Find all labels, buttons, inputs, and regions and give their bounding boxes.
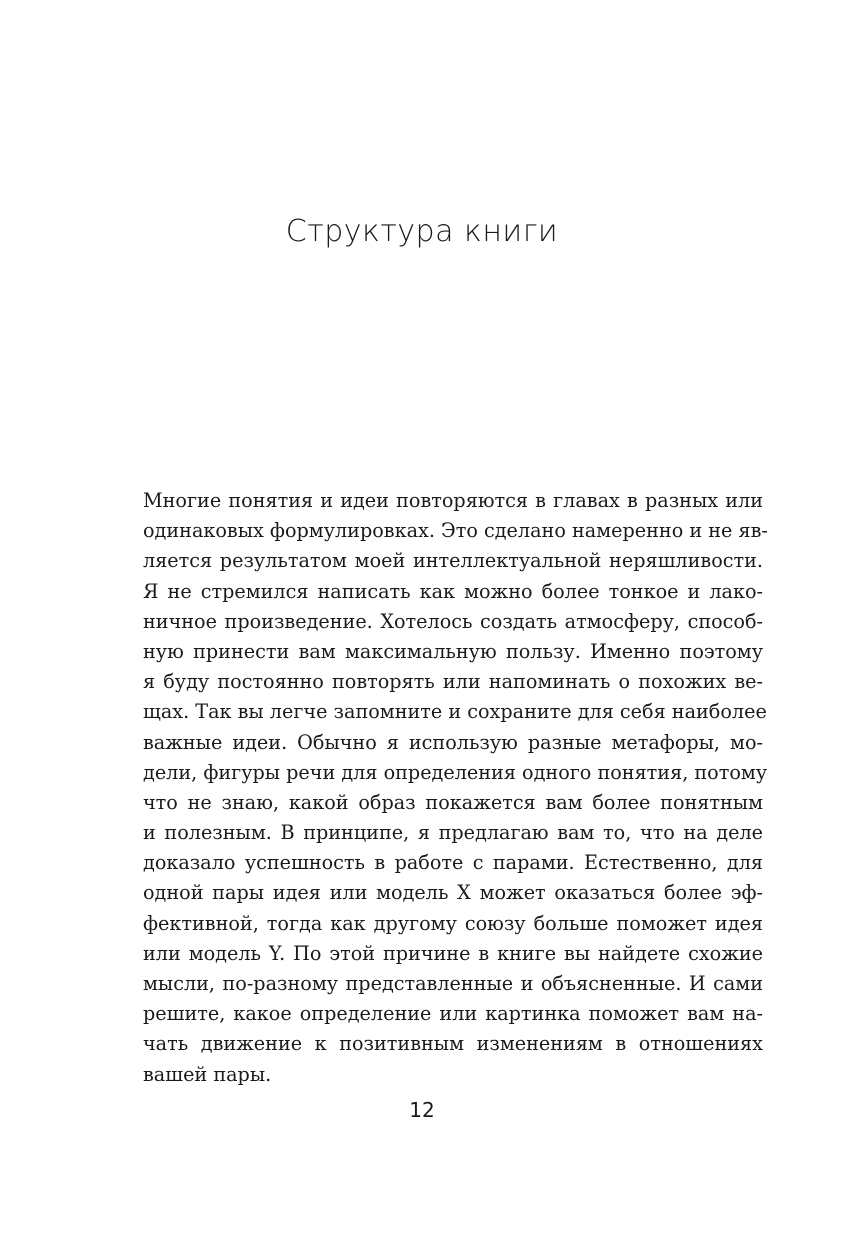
paragraph-line: мысли, по-разному представленные и объясненные. И сами bbox=[143, 972, 763, 995]
paragraph-line: дели, фигуры речи для определения одного понятия, потому bbox=[143, 760, 768, 784]
paragraph-line: фективной, тогда как другому союзу больше поможет идея bbox=[143, 911, 763, 935]
paragraph-line: я буду постоянно повторять или напоминать о похожих ве- bbox=[143, 670, 763, 694]
paragraph-line: ную принести вам максимальную пользу. Именно поэтому bbox=[143, 639, 763, 663]
body-paragraph bbox=[143, 486, 768, 1090]
paragraph-line: важные идеи. Обычно я использую разные метафоры, мо- bbox=[143, 730, 763, 754]
paragraph-line: и полезным. В принципе, я предлагаю вам то, что на деле bbox=[143, 821, 763, 845]
paragraph-line: щах. Так вы легче запомните и сохраните для себя наиболее bbox=[143, 700, 767, 724]
paragraph-line: ляется результатом моей интеллектуальной неряшливости. bbox=[143, 549, 763, 573]
page-number: 12 bbox=[409, 1098, 435, 1122]
paragraph-last-line: вашей пары. bbox=[143, 1062, 272, 1086]
paragraph-line: Многие понятия и идеи повторяются в главах в разных или bbox=[143, 489, 763, 512]
paragraph-line: чать движение к позитивным изменениям в отношениях bbox=[143, 1032, 763, 1056]
paragraph-line: или модель Y. По этой причине в книге вы найдете схожие bbox=[143, 941, 763, 965]
paragraph-line: ничное произведение. Хотелось создать атмосферу, способ- bbox=[143, 609, 763, 633]
paragraph-line: Я не стремился написать как можно более тонкое и лако- bbox=[143, 579, 763, 603]
paragraph-line: одинаковых формулировках. Это сделано намеренно и не яв- bbox=[143, 519, 768, 543]
paragraph-line: доказало успешность в работе с парами. Естественно, для bbox=[143, 851, 763, 875]
paragraph-line: что не знаю, какой образ покажется вам более понятным bbox=[143, 790, 763, 814]
paragraph-line: одной пары идея или модель X может оказаться более эф- bbox=[143, 881, 763, 905]
chapter-title: Структура книги bbox=[285, 214, 559, 249]
paragraph-line: решите, какое определение или картинка поможет вам на- bbox=[143, 1002, 763, 1026]
